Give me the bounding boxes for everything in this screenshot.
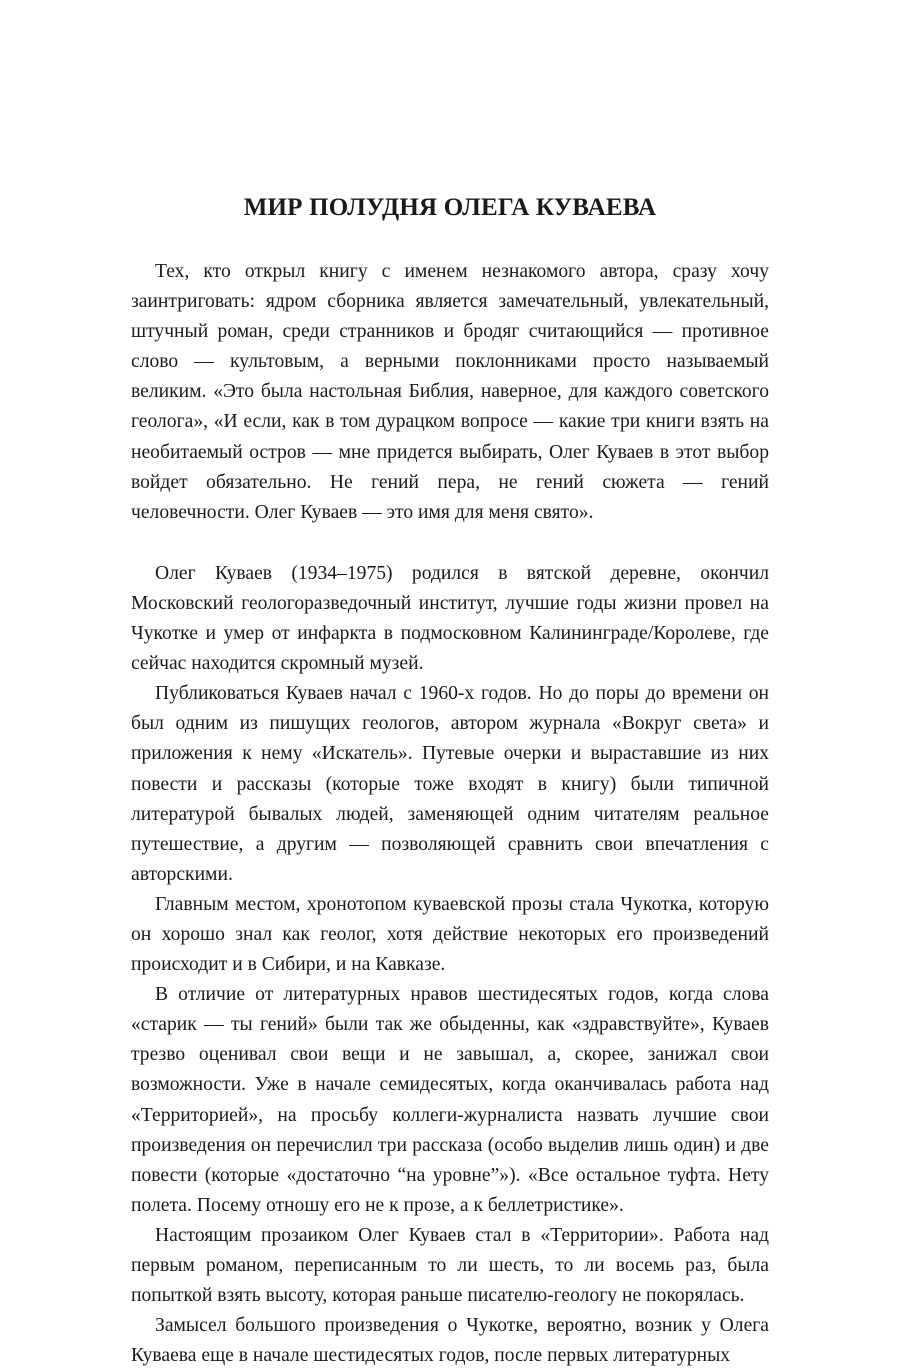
paragraph-chukotka: Главным местом, хронотопом куваевской прозы стала Чукотка, которую он хорошо знал как геолог, хотя действие некоторых его произведений происходит и в Сибири, и на Кавказе. bbox=[131, 893, 769, 976]
paragraph-conception: Замысел большого произведения о Чукотке, вероятно, возник у Олега Куваева еще в начале шестидесятых годов, после первых литературных bbox=[131, 1315, 769, 1367]
chapter-title: МИР ПОЛУДНЯ ОЛЕГА КУВАЕВА bbox=[243, 194, 657, 221]
paragraph-territory: Настоящим прозаиком Олег Куваев стал в «Территории». Работа над первым романом, переписанным то ли шесть, то ли восемь раз, была попыткой взять высоту, которая раньше писателю-геологу не покорялась. bbox=[131, 1224, 769, 1307]
paragraph-early-publications: Публиковаться Куваев начал с 1960-х годов. Но до поры до времени он был одним из пишущих геологов, автором журнала «Вокруг света» и приложения к нему «Искатель». Путевые очерки и выраставшие из них повести и рассказы (которые тоже входят в книгу) были типичной литературой бывалых людей, заменяющей одним читателям реальное путешествие, а другим — позволяющей сравнить свои впечатления с авторскими. bbox=[131, 683, 769, 885]
paragraph-biography: Олег Куваев (1934–1975) родился в вятской деревне, окончил Московский геологоразведочный институт, лучшие годы жизни провел на Чукотке и умер от инфаркта в подмосковном Калининграде/Королеве, где сейчас находится скромный музей. bbox=[131, 562, 769, 675]
paragraph-self-assessment: В отличие от литературных нравов шестидесятых годов, когда слова «старик — ты гений» были так же обыденны, как «здравствуйте», Куваев трезво оценивал свои вещи и не завышал, а, скорее, занижал свои возможности. Уже в начале семидесятых, когда оканчивалась работа над «Территорией», на просьбу коллеги-журналиста назвать лучшие свои произведения он перечислил три рассказа (особо выделив лишь один) и две повести (которые «достаточно “на уровне”»). «Все остальное туфта. Нету полета. Посему отношу его не к прозе, а к беллетристике». bbox=[131, 984, 769, 1216]
book-page bbox=[131, 190, 769, 1371]
paragraph-intro: Тех, кто открыл книгу с именем незнакомого автора, сразу хочу заинтриговать: ядром сборника является замечательный, увлекательный, штучный роман, среди странников и бродяг считающийся — противное слово — культовым, а верными поклонниками просто называемый великим. «Это была настольная Библия, наверное, для каждого советского геолога», «И если, как в том дурацком вопросе — какие три книги взять на необитаемый остров — мне придется выбирать, Олег Куваев в этот выбор войдет обязательно. Не гений пера, не гений сюжета — гений человечности. Олег Куваев — это имя для меня свято». bbox=[131, 261, 769, 523]
chapter-body bbox=[131, 257, 769, 1371]
